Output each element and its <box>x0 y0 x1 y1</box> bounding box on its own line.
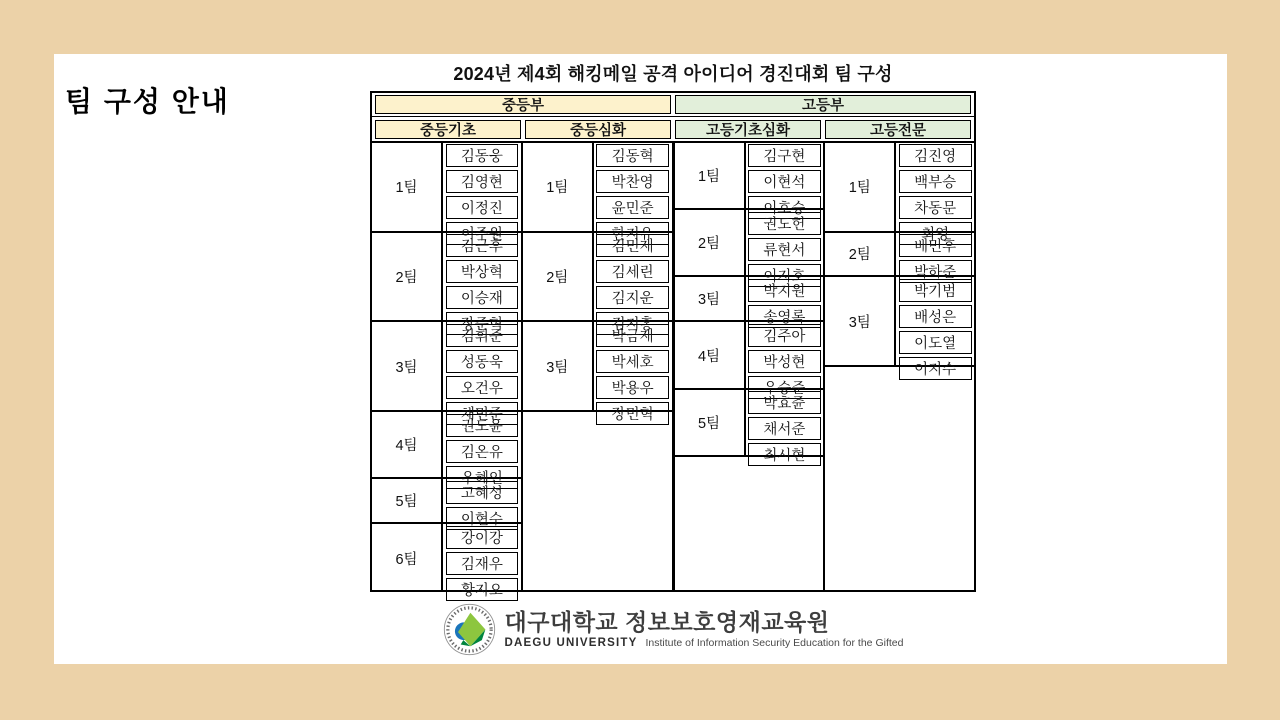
member-row <box>443 233 521 259</box>
team-group <box>675 277 824 326</box>
member-name-cell: 박금재 <box>596 324 669 347</box>
member-row <box>443 348 521 374</box>
team-label-cell: 4팀 <box>675 322 746 387</box>
member-name-cell: 김구현 <box>748 144 821 167</box>
member-list <box>746 322 824 397</box>
member-name-cell: 이지호 <box>748 264 821 287</box>
member-list <box>443 322 521 423</box>
org-name-english: DAEGU UNIVERSITY <box>504 636 638 649</box>
member-row <box>746 236 824 262</box>
member-list <box>594 143 672 244</box>
team-label-cell: 2팀 <box>523 233 594 321</box>
page-title: 팀 구성 안내 <box>65 86 230 117</box>
team-label-cell: 5팀 <box>675 390 746 455</box>
empty-cell <box>825 367 974 590</box>
team-group <box>825 277 974 378</box>
team-group <box>675 322 824 397</box>
team-group <box>675 143 824 218</box>
team-table-area <box>370 60 976 599</box>
team-label-cell: 2팀 <box>372 233 443 321</box>
member-name-cell: 이주원 <box>446 222 519 245</box>
member-row <box>443 412 521 438</box>
org-subtitle-english: Institute of Information Security Education for the Gifted <box>645 636 904 649</box>
slide-card <box>54 54 1227 664</box>
member-name-cell: 권도윤 <box>446 414 519 437</box>
empty-cell <box>523 412 672 590</box>
team-group <box>372 524 521 599</box>
team-group <box>372 233 521 334</box>
member-row <box>896 143 974 169</box>
member-name-cell: 채민준 <box>446 402 519 425</box>
member-name-cell: 장민혁 <box>596 402 669 425</box>
column-header-row <box>372 117 974 140</box>
team-group <box>523 143 672 244</box>
member-row <box>896 233 974 259</box>
member-list <box>746 143 824 218</box>
member-list <box>896 143 974 244</box>
team-label-cell: 4팀 <box>372 412 443 477</box>
org-name-korean: 대구대학교 정보보호영재교육원 <box>504 609 830 636</box>
member-name-cell: 김지홍 <box>596 312 669 335</box>
member-row <box>443 524 521 550</box>
member-name-cell: 장준혁 <box>446 312 519 335</box>
member-row <box>896 195 974 221</box>
member-name-cell: 이승재 <box>446 286 519 309</box>
member-name-cell: 이도열 <box>899 331 972 354</box>
team-group <box>372 322 521 423</box>
member-name-cell: 김동혁 <box>596 144 669 167</box>
team-label-cell: 1팀 <box>825 143 896 231</box>
member-name-cell: 박상혁 <box>446 260 519 283</box>
team-label-cell: 2팀 <box>675 210 746 275</box>
team-table <box>370 91 976 599</box>
team-label-cell: 3팀 <box>675 277 746 320</box>
member-list <box>746 210 824 285</box>
member-name-cell: 박하준 <box>899 260 972 283</box>
table-title: 2024년 제4회 해킹메일 공격 아이디어 경진대회 팀 구성 <box>453 64 893 84</box>
division-column <box>675 143 826 590</box>
member-name-cell: 류현서 <box>748 238 821 261</box>
division-header-row <box>372 93 974 117</box>
member-row <box>443 479 521 505</box>
member-name-cell: 배민후 <box>899 234 972 257</box>
team-label-cell: 1팀 <box>523 143 594 231</box>
member-name-cell: 윤민준 <box>596 196 669 219</box>
team-label-cell: 3팀 <box>825 277 896 365</box>
footer-text <box>505 610 904 648</box>
member-row <box>443 169 521 195</box>
member-name-cell: 김휘준 <box>446 324 519 347</box>
member-name-cell: 김영현 <box>446 170 519 193</box>
member-name-cell: 이호승 <box>748 196 821 219</box>
member-name-cell: 김주아 <box>748 324 821 347</box>
member-name-cell: 백부승 <box>899 170 972 193</box>
member-row <box>746 322 824 348</box>
team-label-cell: 1팀 <box>675 143 746 208</box>
member-row <box>746 210 824 236</box>
member-row <box>896 303 974 329</box>
member-row <box>896 169 974 195</box>
member-row <box>746 390 824 416</box>
member-row <box>746 348 824 374</box>
team-label-cell: 3팀 <box>523 322 594 410</box>
team-label-cell: 3팀 <box>372 322 443 410</box>
member-name-cell: 권도헌 <box>748 212 821 235</box>
member-row <box>443 322 521 348</box>
member-list <box>594 233 672 334</box>
member-name-cell: 이현석 <box>748 170 821 193</box>
member-name-cell: 김근후 <box>446 234 519 257</box>
member-name-cell: 박기범 <box>899 279 972 302</box>
team-group <box>372 479 521 528</box>
member-name-cell: 박지원 <box>748 279 821 302</box>
member-name-cell: 김진영 <box>899 144 972 167</box>
member-row <box>443 374 521 400</box>
division-column <box>825 143 974 590</box>
member-name-cell: 고혜성 <box>446 481 519 504</box>
member-name-cell: 박효쥰 <box>748 391 821 414</box>
member-row <box>443 438 521 464</box>
team-label-cell: 2팀 <box>825 233 896 276</box>
member-list <box>746 277 824 326</box>
division-header: 중등부 <box>375 95 672 114</box>
member-row <box>746 169 824 195</box>
team-group <box>523 322 672 423</box>
team-group <box>675 390 824 465</box>
member-row <box>896 329 974 355</box>
member-row <box>443 195 521 221</box>
team-label-cell: 6팀 <box>372 524 443 591</box>
member-name-cell: 김동웅 <box>446 144 519 167</box>
team-group <box>825 143 974 244</box>
team-group <box>825 233 974 282</box>
member-name-cell: 이지수 <box>899 357 972 380</box>
member-name-cell: 김세린 <box>596 260 669 283</box>
member-name-cell: 박성현 <box>748 350 821 373</box>
member-list <box>896 233 974 282</box>
column-header: 고등전문 <box>825 120 972 139</box>
member-row <box>594 348 672 374</box>
member-list <box>594 322 672 423</box>
member-row <box>443 550 521 576</box>
member-name-cell: 우혜인 <box>446 466 519 489</box>
member-row <box>443 576 521 602</box>
member-list <box>443 524 521 599</box>
university-emblem-icon <box>443 603 496 656</box>
member-name-cell: 박찬영 <box>596 170 669 193</box>
member-name-cell: 박용우 <box>596 376 669 399</box>
member-name-cell: 최영 <box>899 222 972 245</box>
team-group <box>372 143 521 244</box>
division-header: 고등부 <box>675 95 972 114</box>
team-group <box>372 412 521 487</box>
member-row <box>746 416 824 442</box>
table-body <box>372 141 974 599</box>
member-name-cell: 김온유 <box>446 440 519 463</box>
member-row <box>443 259 521 285</box>
column-header: 중등심화 <box>525 120 672 139</box>
member-row <box>594 169 672 195</box>
footer-logo <box>370 603 976 656</box>
member-row <box>443 285 521 311</box>
member-name-cell: 배성은 <box>899 305 972 328</box>
member-list <box>443 233 521 334</box>
member-name-cell: 오건우 <box>446 376 519 399</box>
member-name-cell: 최시현 <box>748 443 821 466</box>
member-row <box>594 259 672 285</box>
member-name-cell: 박세호 <box>596 350 669 373</box>
member-name-cell: 채서준 <box>748 417 821 440</box>
member-row <box>746 277 824 303</box>
member-row <box>594 195 672 221</box>
member-name-cell: 한지유 <box>596 222 669 245</box>
division-column <box>372 143 523 599</box>
member-name-cell: 송영록 <box>748 305 821 328</box>
member-row <box>594 143 672 169</box>
team-group <box>523 233 672 334</box>
member-list <box>746 390 824 465</box>
column-header: 고등기초심화 <box>675 120 822 139</box>
member-row <box>594 285 672 311</box>
member-name-cell: 김재우 <box>446 552 519 575</box>
member-row <box>746 143 824 169</box>
empty-cell <box>675 457 824 590</box>
team-group <box>675 210 824 285</box>
division-column <box>523 143 675 590</box>
member-list <box>443 479 521 528</box>
member-name-cell: 우승준 <box>748 376 821 399</box>
member-name-cell: 강이강 <box>446 526 519 549</box>
member-name-cell: 이정진 <box>446 196 519 219</box>
member-name-cell: 황지오 <box>446 578 519 601</box>
member-list <box>896 277 974 378</box>
member-row <box>594 233 672 259</box>
member-name-cell: 김민재 <box>596 234 669 257</box>
column-header: 중등기초 <box>375 120 522 139</box>
member-row <box>594 374 672 400</box>
team-label-cell: 1팀 <box>372 143 443 231</box>
member-row <box>594 322 672 348</box>
member-list <box>443 412 521 487</box>
member-row <box>443 143 521 169</box>
member-name-cell: 김지운 <box>596 286 669 309</box>
member-row <box>896 277 974 303</box>
member-name-cell: 이현수 <box>446 507 519 530</box>
team-label-cell: 5팀 <box>372 479 443 522</box>
member-name-cell: 차동문 <box>899 196 972 219</box>
member-name-cell: 성동욱 <box>446 350 519 373</box>
member-list <box>443 143 521 244</box>
